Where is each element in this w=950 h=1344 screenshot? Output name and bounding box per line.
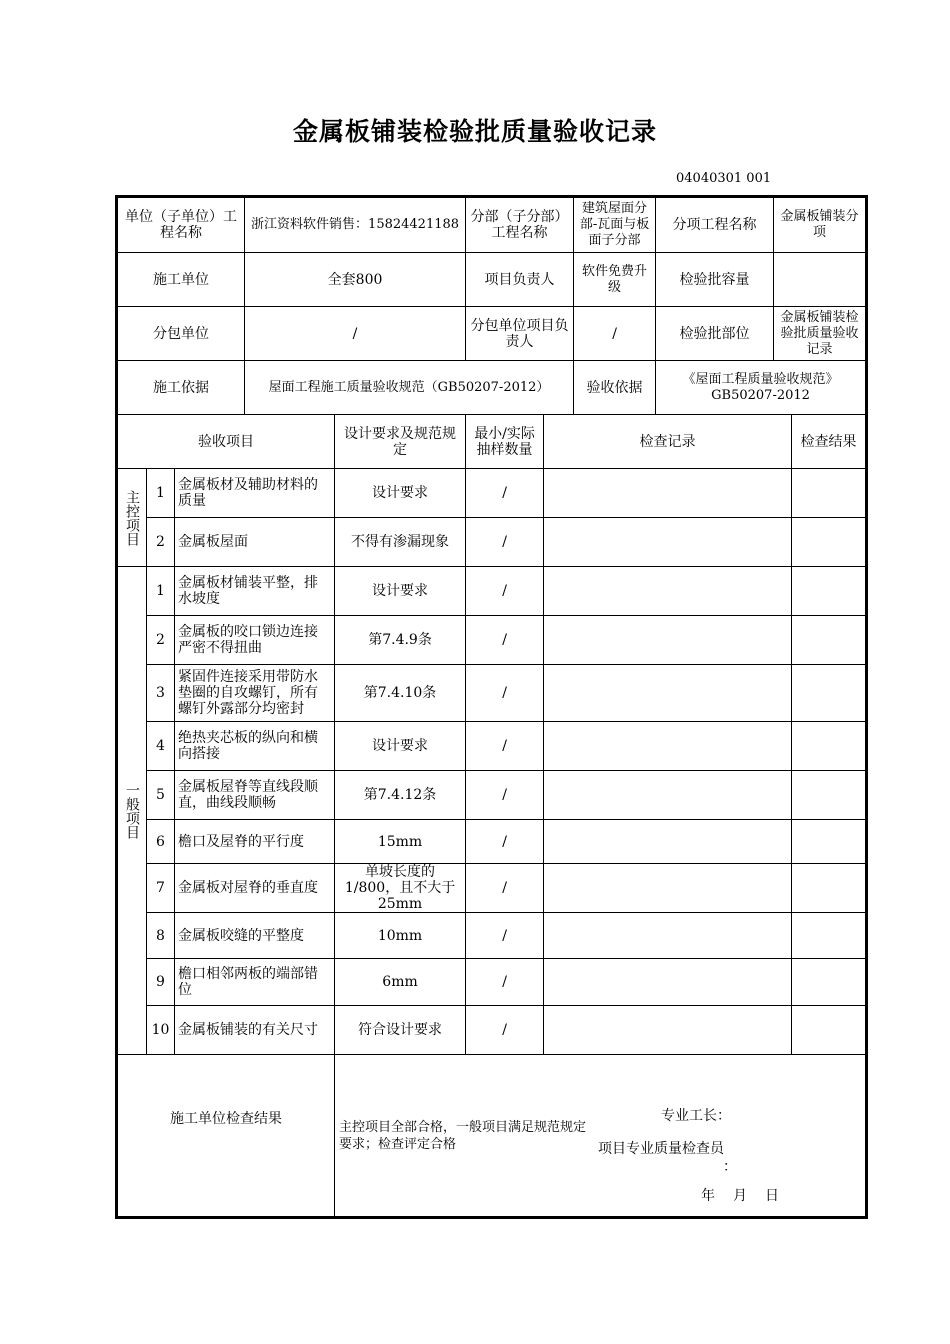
item-record[interactable]	[544, 616, 792, 665]
column-result: 检查结果	[792, 415, 866, 469]
item-name: 金属板材铺装平整，排水坡度	[175, 567, 335, 616]
item-number: 1	[147, 567, 175, 616]
item-name: 金属板屋面	[175, 518, 335, 567]
location-label: 检验批部位	[656, 307, 774, 361]
item-number: 5	[147, 771, 175, 820]
item-result[interactable]	[792, 864, 866, 913]
item-number: 7	[147, 864, 175, 913]
table-row	[118, 820, 866, 864]
item-record[interactable]	[544, 820, 792, 864]
item-record[interactable]	[544, 913, 792, 959]
column-requirement: 设计要求及规范规定	[335, 415, 466, 469]
table-row	[118, 722, 866, 771]
item-requirement: 第7.4.10条	[335, 665, 466, 722]
basis-label: 施工依据	[118, 361, 245, 415]
page-title: 金属板铺装检验批质量验收记录	[292, 117, 657, 146]
item-number: 3	[147, 665, 175, 722]
subdivision-value: 建筑屋面分部-瓦面与板面子分部	[574, 198, 656, 253]
item-result[interactable]	[792, 665, 866, 722]
item-sample: /	[466, 771, 544, 820]
column-item: 验收项目	[118, 415, 335, 469]
column-record: 检查记录	[544, 415, 792, 469]
item-requirement: 第7.4.12条	[335, 771, 466, 820]
item-name: 金属板材及辅助材料的质量	[175, 469, 335, 518]
item-result[interactable]	[792, 567, 866, 616]
general-group-label: 一般项目	[118, 567, 147, 1055]
acceptance-basis-label: 验收依据	[574, 361, 656, 415]
item-record[interactable]	[544, 959, 792, 1006]
item-requirement: 15mm	[335, 820, 466, 864]
item-number: 2	[147, 518, 175, 567]
item-number: 4	[147, 722, 175, 771]
item-record[interactable]	[544, 518, 792, 567]
item-result[interactable]	[792, 1006, 866, 1055]
item-number: 6	[147, 820, 175, 864]
location-value: 金属板铺装检验批质量验收记录	[774, 307, 866, 361]
item-result[interactable]	[792, 771, 866, 820]
table-row	[118, 469, 866, 518]
item-number: 1	[147, 469, 175, 518]
item-record[interactable]	[544, 771, 792, 820]
item-result[interactable]	[792, 518, 866, 567]
main-group-label: 主控项目	[118, 469, 147, 567]
document-code: 04040301 001	[676, 171, 772, 186]
item-result[interactable]	[792, 913, 866, 959]
item-sample: /	[466, 864, 544, 913]
inspector-colon: ：	[723, 1159, 738, 1175]
unit-value: 浙江资料软件销售：15824421188	[245, 198, 466, 253]
item-sample: /	[466, 722, 544, 771]
item-result[interactable]	[792, 722, 866, 771]
item-sample: /	[466, 959, 544, 1006]
table-row	[118, 771, 866, 820]
item-sample: /	[466, 518, 544, 567]
item-record[interactable]	[544, 864, 792, 913]
item-sample: /	[466, 469, 544, 518]
item-name: 檐口相邻两板的端部错位	[175, 959, 335, 1006]
item-requirement: 单坡长度的1/800，且不大于25mm	[335, 864, 466, 913]
table-row	[118, 567, 866, 616]
item-record[interactable]	[544, 722, 792, 771]
item-requirement: 设计要求	[335, 722, 466, 771]
basis-value: 屋面工程施工质量验收规范（GB50207-2012）	[245, 361, 574, 415]
capacity-label: 检验批容量	[656, 253, 774, 307]
item-number: 2	[147, 616, 175, 665]
acceptance-basis-value: 《屋面工程质量验收规范》GB50207-2012	[656, 361, 866, 415]
date-label: 年 月 日	[701, 1188, 782, 1204]
table-row	[118, 864, 866, 913]
item-name: 金属板铺装的有关尺寸	[175, 1006, 335, 1055]
subitem-label: 分项工程名称	[656, 198, 774, 253]
result-label: 施工单位检查结果	[118, 1055, 335, 1217]
table-row	[118, 1006, 866, 1055]
table-row	[118, 518, 866, 567]
result-text: 主控项目全部合格，一般项目满足规范规定要求；检查评定合格	[339, 1120, 587, 1152]
item-requirement: 6mm	[335, 959, 466, 1006]
item-result[interactable]	[792, 959, 866, 1006]
inspector-label: 项目专业质量检查员	[598, 1141, 725, 1157]
capacity-value	[774, 253, 866, 307]
item-sample: /	[466, 1006, 544, 1055]
column-sample: 最小/实际抽样数量	[466, 415, 544, 469]
table-row	[118, 665, 866, 722]
table-row	[118, 913, 866, 959]
item-result[interactable]	[792, 616, 866, 665]
inspection-form-table	[117, 197, 866, 1217]
item-sample: /	[466, 665, 544, 722]
item-sample: /	[466, 913, 544, 959]
item-sample: /	[466, 616, 544, 665]
item-number: 9	[147, 959, 175, 1006]
item-name: 檐口及屋脊的平行度	[175, 820, 335, 864]
item-number: 10	[147, 1006, 175, 1055]
foreman-label: 专业工长：	[661, 1108, 732, 1124]
item-requirement: 设计要求	[335, 469, 466, 518]
item-name: 金属板咬缝的平整度	[175, 913, 335, 959]
sub-pm-value: /	[574, 307, 656, 361]
item-name: 绝热夹芯板的纵向和横向搭接	[175, 722, 335, 771]
item-record[interactable]	[544, 665, 792, 722]
subcontractor-label: 分包单位	[118, 307, 245, 361]
item-record[interactable]	[544, 469, 792, 518]
table-row	[118, 959, 866, 1006]
item-record[interactable]	[544, 567, 792, 616]
table-row	[118, 616, 866, 665]
item-requirement: 第7.4.9条	[335, 616, 466, 665]
contractor-value: 全套800	[245, 253, 466, 307]
item-name: 金属板的咬口锁边连接严密不得扭曲	[175, 616, 335, 665]
item-name: 金属板对屋脊的垂直度	[175, 864, 335, 913]
item-number: 8	[147, 913, 175, 959]
item-result[interactable]	[792, 469, 866, 518]
item-name: 金属板屋脊等直线段顺直，曲线段顺畅	[175, 771, 335, 820]
subdivision-label: 分部（子分部）工程名称	[466, 198, 574, 253]
result-content	[335, 1055, 866, 1217]
item-requirement: 设计要求	[335, 567, 466, 616]
unit-label: 单位（子单位）工程名称	[118, 198, 245, 253]
subitem-value: 金属板铺装分项	[774, 198, 866, 253]
contractor-label: 施工单位	[118, 253, 245, 307]
project-manager-value: 软件免费升级	[574, 253, 656, 307]
item-sample: /	[466, 567, 544, 616]
item-requirement: 符合设计要求	[335, 1006, 466, 1055]
subcontractor-value: /	[245, 307, 466, 361]
sub-pm-label: 分包单位项目负责人	[466, 307, 574, 361]
item-result[interactable]	[792, 820, 866, 864]
item-requirement: 不得有渗漏现象	[335, 518, 466, 567]
item-requirement: 10mm	[335, 913, 466, 959]
item-name: 紧固件连接采用带防水垫圈的自攻螺钉，所有螺钉外露部分均密封	[175, 665, 335, 722]
project-manager-label: 项目负责人	[466, 253, 574, 307]
item-sample: /	[466, 820, 544, 864]
item-record[interactable]	[544, 1006, 792, 1055]
